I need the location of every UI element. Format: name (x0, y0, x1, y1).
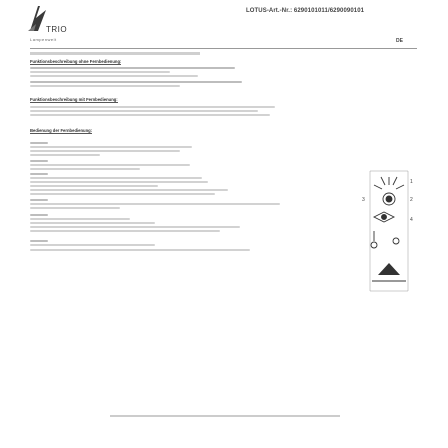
figure-key-label: 1 (410, 179, 413, 185)
item-label (30, 240, 48, 242)
text-line (30, 218, 130, 220)
text-line (30, 230, 220, 232)
text-line (30, 168, 140, 170)
text-line (30, 67, 235, 69)
text-line (30, 244, 155, 246)
text-line (30, 81, 242, 83)
section-heading-with-remote: Funktionsbeschreibung mit Fernbedienung: (30, 97, 118, 102)
text-line (30, 181, 208, 183)
text-line (30, 189, 228, 191)
figure-key-label: 3 (362, 197, 365, 203)
text-line (30, 193, 215, 195)
text-line (30, 146, 192, 148)
figure-key-label: 2 (410, 197, 413, 203)
logo-text: TRIO (46, 25, 68, 34)
text-line (30, 110, 258, 112)
section-heading-remote-usage: Bedienung der Fernbedienung: (30, 128, 93, 133)
remote-control-diagram (358, 165, 420, 305)
text-line (30, 75, 198, 77)
text-line (30, 185, 158, 187)
text-line (30, 106, 275, 108)
header-divider (30, 48, 417, 49)
footer-line (110, 415, 340, 417)
text-line (30, 85, 180, 87)
section-heading-without-remote: Funktionsbeschreibung ohne Fernbedienung: (30, 59, 122, 64)
item-label (30, 142, 48, 144)
intro-line (30, 52, 200, 55)
figure-key-label: 4 (410, 217, 413, 223)
text-line (30, 249, 250, 251)
text-line (30, 150, 180, 152)
text-line (30, 154, 100, 156)
item-label (30, 214, 48, 216)
logo-subtext: Lampenwelt (30, 37, 57, 42)
text-line (30, 203, 280, 205)
text-line (30, 71, 170, 73)
text-line (30, 164, 190, 166)
language-code: DE (396, 38, 403, 44)
item-label (30, 160, 48, 162)
article-number: LOTUS-Art.-Nr.: 6290101011/6290090101 (246, 8, 365, 14)
item-label (30, 173, 48, 175)
text-line (30, 177, 202, 179)
item-label (30, 199, 48, 201)
text-line (30, 222, 155, 224)
text-line (30, 226, 240, 228)
trio-logo-icon (26, 4, 48, 32)
text-line (30, 207, 120, 209)
text-line (30, 114, 270, 116)
